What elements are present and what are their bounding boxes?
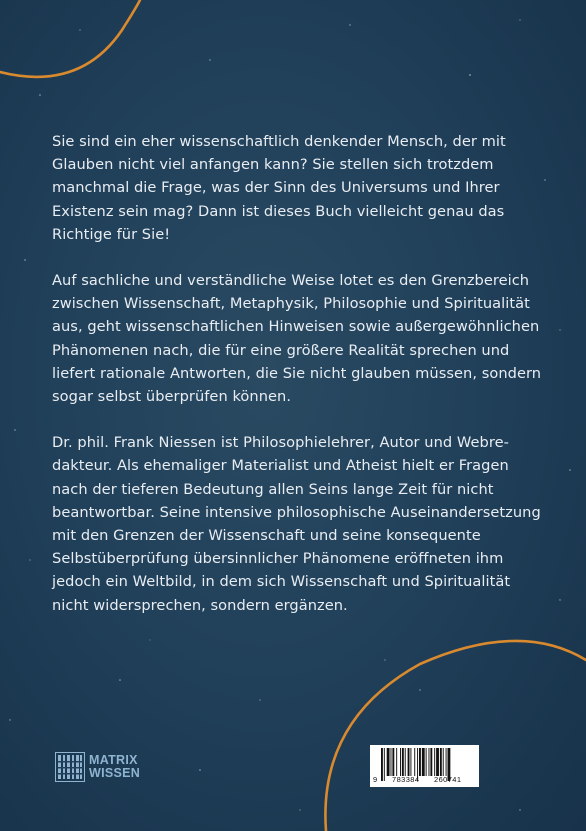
top-ring-arc [0, 0, 140, 77]
barcode-bar [410, 748, 411, 776]
text-line: mit den Grenzen der Wissenschaft und seine konsequente [52, 527, 481, 545]
text-line: nicht widersprechen, sondern ergänzen. [52, 596, 348, 614]
barcode-bar [405, 748, 406, 776]
barcode-bar [391, 748, 392, 776]
text-line: Glauben nicht viel anfangen kann? Sie stellen sich trotzdem [52, 156, 494, 174]
barcode-bar [402, 748, 404, 776]
text-line: Existenz sein mag? Dann ist dieses Buch vielleicht genau das [52, 202, 505, 220]
barcode-bar [400, 748, 401, 776]
barcode-bar [396, 748, 397, 776]
text-line: jedoch ein Weltbild, in dem sich Wissenschaft und Spiritualität [52, 573, 511, 591]
text-line: sogar selbst überprüfen können. [52, 388, 292, 406]
text-line: liefert rationale Antworten, die Sie nicht glauben müssen, sondern [52, 364, 542, 382]
isbn-barcode [370, 745, 479, 787]
barcode-group-2: 260741 [434, 775, 462, 784]
barcode-bar [446, 748, 447, 776]
text-line: aus, geht wissenschaftlichen Hinweisen sowie außergewöhnlichen [52, 318, 540, 336]
barcode-group-1: 783384 [392, 775, 420, 784]
barcode-bar [387, 748, 390, 776]
text-line: manchmal die Frage, was der Sinn des Universums und Ihrer [52, 179, 500, 197]
barcode-bars [370, 745, 479, 787]
publisher-name [89, 754, 140, 780]
barcode-bar [440, 748, 442, 776]
text-line: nach der tieferen Bedeutung allen Seins lange Zeit für nicht [52, 480, 494, 498]
text-line: Selbstüberprüfung übersinnlicher Phänomene eröffneten ihm [52, 550, 504, 568]
barcode-bar [434, 748, 435, 776]
barcode-bar [429, 748, 430, 776]
text-line: beantwortbar. Seine intensive philosophische Auseinandersetzung [52, 503, 541, 521]
barcode-prefix: 9 [373, 775, 378, 784]
text-line: Auf sachliche und verständliche Weise lotet es den Grenzbereich [52, 272, 530, 290]
text-line: zwischen Wissenschaft, Metaphysik, Philosophie und Spiritualität [52, 295, 530, 313]
publisher-logo-icon [55, 752, 85, 782]
barcode-bar [392, 748, 394, 776]
barcode-bar [419, 748, 421, 776]
paragraph-intro [52, 130, 537, 246]
text-line: Richtige für Sie! [52, 225, 171, 243]
back-cover-text [52, 130, 542, 640]
text-line: Dr. phil. Frank Niessen ist Philosophielehrer, Autor und Webre- [52, 434, 509, 452]
barcode-bar [443, 748, 444, 776]
barcode-bar [414, 748, 415, 776]
barcode-bar [384, 748, 385, 781]
text-line: dakteur. Als ehemaliger Materialist und Atheist hielt er Fragen [52, 457, 509, 475]
barcode-bar [426, 748, 427, 776]
paragraph-author-bio [52, 431, 541, 617]
publisher-logo [55, 752, 140, 782]
text-line: Phänomenen nach, die für eine größere Realität sprechen und [52, 341, 510, 359]
barcode-bar [430, 748, 432, 776]
barcode-bar [436, 748, 439, 776]
publisher-name-line1: MATRIX [89, 753, 138, 767]
bottom-ring-arc [325, 641, 586, 831]
barcode-bar [381, 748, 383, 781]
publisher-name-line2: WISSEN [89, 766, 141, 780]
text-line: Sie sind ein eher wissenschaftlich denkender Mensch, der mit [52, 133, 506, 150]
barcode-bar [408, 748, 410, 776]
barcode-bar [422, 748, 425, 776]
paragraph-description [52, 269, 542, 408]
